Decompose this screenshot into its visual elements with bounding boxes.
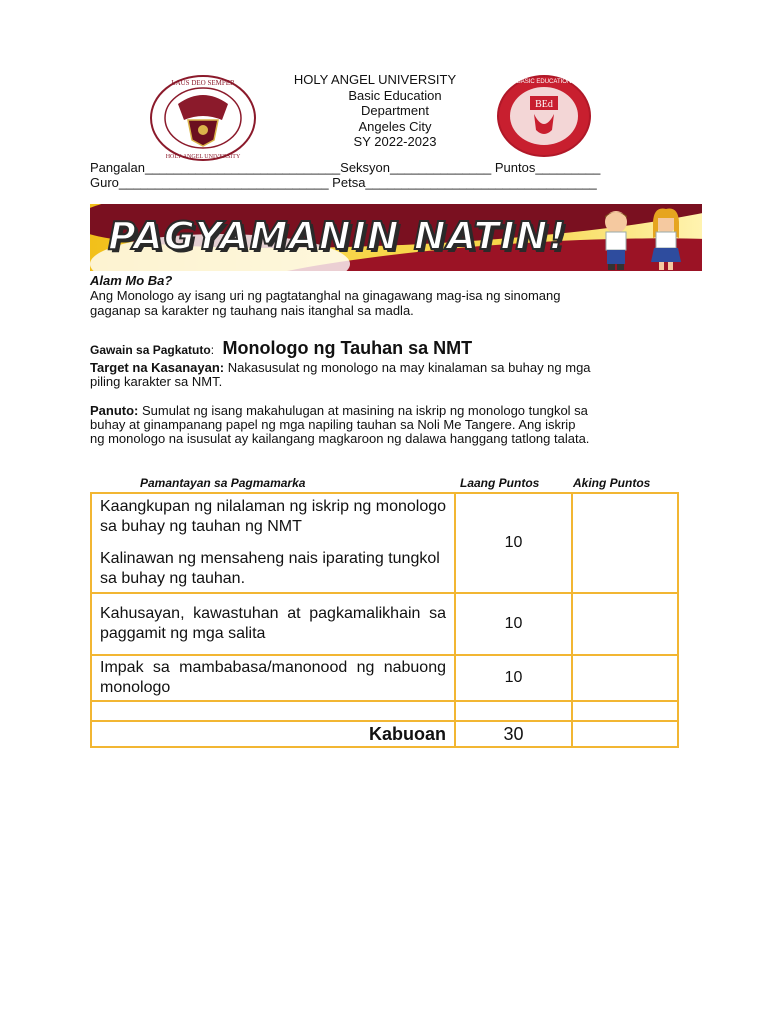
target-line2: piling karakter sa NMT. [90, 374, 223, 389]
rubric-header-my-points: Aking Puntos [573, 476, 651, 490]
panuto-line3: ng monologo na isusulat ay kailangang magkaroon ng dalawa hanggang tatlong talata. [90, 431, 590, 446]
my-points-cell[interactable] [572, 593, 678, 655]
my-points-cell[interactable] [572, 493, 678, 593]
max-points-cell: 10 [455, 593, 572, 655]
basic-education-seal-logo [496, 74, 592, 158]
hau-seal-logo [148, 74, 258, 162]
hau-seal-icon [148, 74, 258, 162]
criteria-text: Impak sa mambabasa/manonood ng nabuong monologo [100, 659, 446, 696]
target-label: Target na Kasanayan: [90, 360, 225, 375]
total-label: Kabuoan [91, 721, 455, 747]
panuto-text-line1: Sumulat ng isang makahulugan at masining na iskrip ng monologo tungkol sa [142, 403, 588, 418]
empty-cell [455, 701, 572, 721]
svg-text:BASIC EDUCATION: BASIC EDUCATION [516, 79, 572, 85]
university-name: HOLY ANGEL UNIVERSITY [293, 72, 457, 87]
table-row-empty [91, 701, 678, 721]
form-line-teacher-date: Guro_____________________________ Petsa________________________________ [90, 175, 597, 190]
department-line1: Basic Education [348, 88, 442, 103]
criteria-text: Kaangkupan ng nilalaman ng iskrip ng monologo sa buhay ng tauhan ng NMT [100, 498, 447, 535]
rubric-header-criteria: Pamantayan sa Pagmamarka [140, 476, 306, 490]
panuto-line2: buhay at ginampanang papel ng mga napiling tauhan sa Noli Me Tangere. Ang iskrip [90, 417, 576, 432]
target-text-line1: Nakasusulat ng monologo na may kinalaman sa buhay ng mga [227, 360, 591, 375]
banner-title: PAGYAMANIN NATIN! [108, 214, 567, 258]
svg-text:BEd: BEd [535, 99, 553, 110]
criteria-text: Kahusayan, kawastuhan at pagkamalikhain sa paggamit ng mga salita [100, 605, 446, 642]
table-row [91, 493, 678, 593]
school-year: SY 2022-2023 [353, 134, 437, 149]
table-row [91, 593, 678, 655]
panuto-line1 [90, 404, 588, 418]
criteria-cell [91, 493, 455, 593]
alam-mo-ba-line2: gaganap sa karakter ng tauhang nais itanghal sa madla. [90, 303, 414, 318]
table-row [91, 655, 678, 701]
criteria-cell [91, 593, 455, 655]
gawain-colon: : [210, 343, 215, 357]
department-line2: Department [361, 103, 429, 118]
city: Angeles City [358, 119, 432, 134]
pagyamanin-natin-banner [90, 204, 702, 271]
criteria-text: Kalinawan ng mensaheng nais iparating tungkol sa buhay ng tauhan. [100, 550, 440, 587]
gawain-label: Gawain sa Pagkatuto [90, 343, 211, 357]
table-row-total [91, 721, 678, 747]
criteria-cell [91, 655, 455, 701]
alam-mo-ba-heading: Alam Mo Ba? [90, 273, 173, 288]
bed-seal-icon [496, 74, 592, 158]
students-illustration-icon [590, 208, 698, 271]
rubric-table [90, 492, 679, 748]
svg-text:HOLY ANGEL UNIVERSITY: HOLY ANGEL UNIVERSITY [165, 154, 241, 160]
svg-text:LAUS DEO SEMPER: LAUS DEO SEMPER [171, 79, 235, 87]
my-total-points[interactable] [572, 721, 678, 747]
target-line1 [90, 361, 591, 375]
max-points-cell: 10 [455, 493, 572, 593]
max-points-cell: 10 [455, 655, 572, 701]
panuto-label: Panuto: [90, 403, 139, 418]
form-line-name-section-points: Pangalan___________________________Seksyon______________ Puntos_________ [90, 160, 601, 175]
total-points: 30 [455, 721, 572, 747]
rubric-header-max-points: Laang Puntos [460, 476, 540, 490]
gawain-row [90, 338, 472, 359]
alam-mo-ba-line1: Ang Monologo ay isang uri ng pagtatanghal na ginagawang mag-isa ng sinomang [90, 288, 561, 303]
empty-cell [572, 701, 678, 721]
empty-cell [91, 701, 455, 721]
my-points-cell[interactable] [572, 655, 678, 701]
gawain-title: Monologo ng Tauhan sa NMT [222, 338, 473, 358]
